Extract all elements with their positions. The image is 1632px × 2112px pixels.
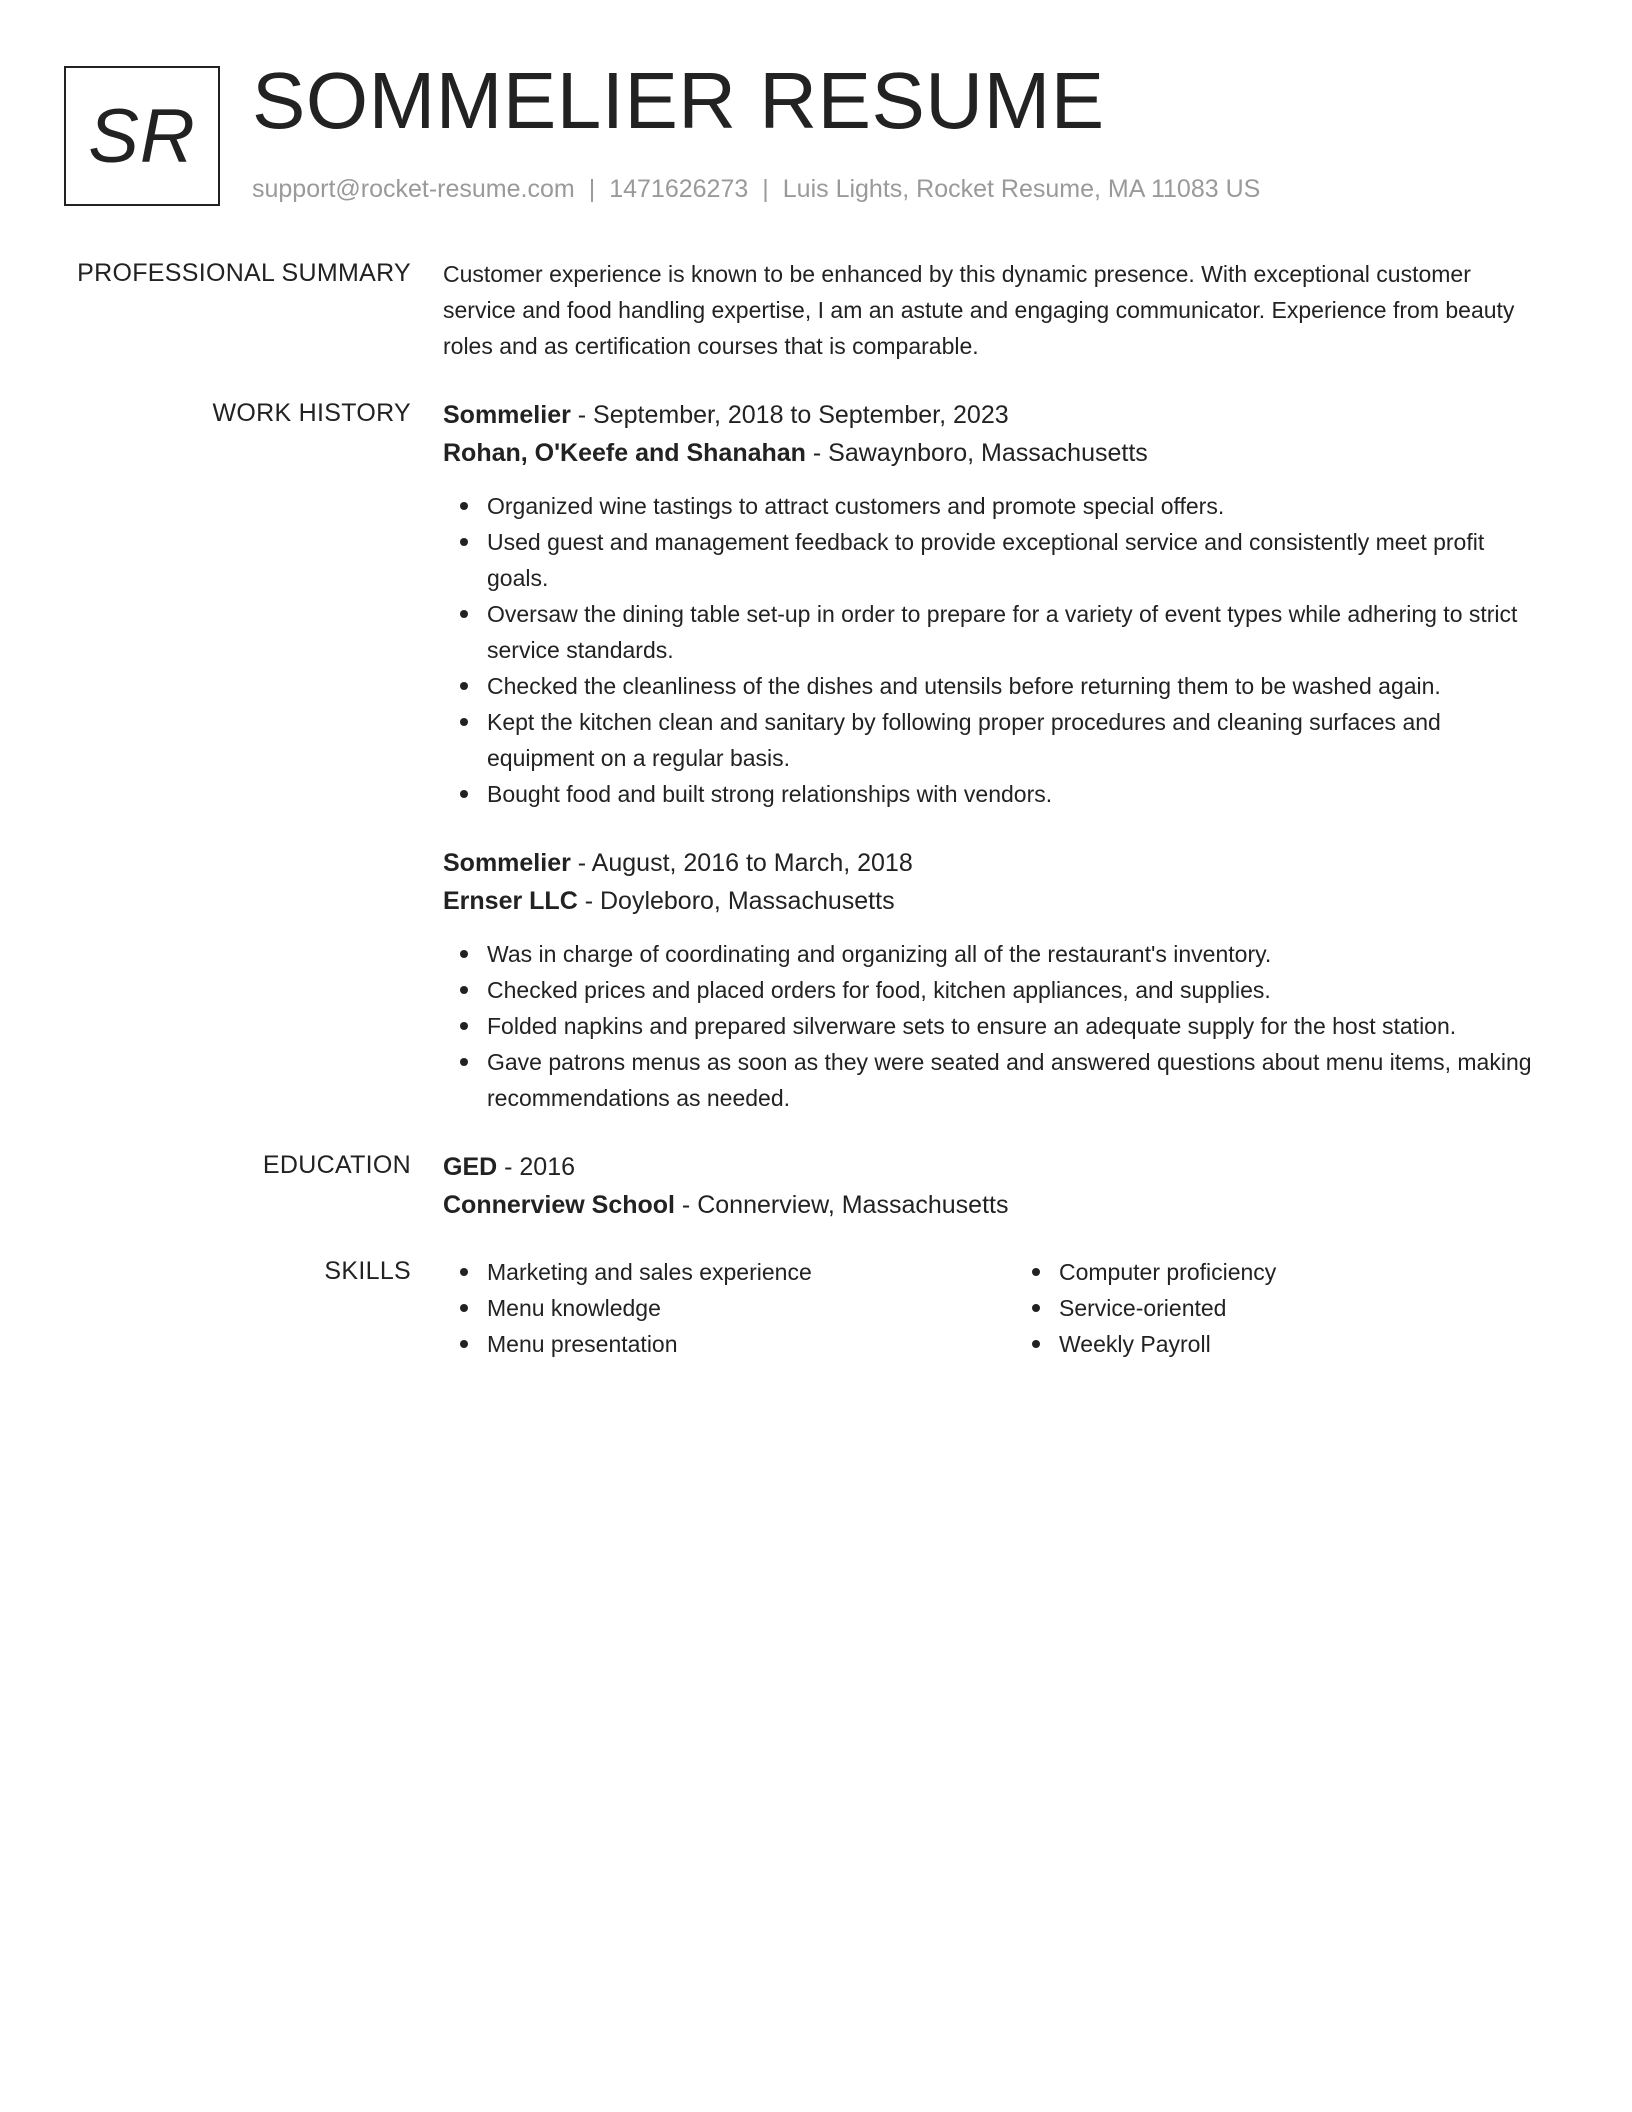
job-title-line	[443, 396, 1543, 434]
job-dates: - August, 2016 to March, 2018	[570, 849, 913, 877]
school-name: Connerview School	[443, 1191, 675, 1219]
job-company: Ernser LLC	[443, 887, 578, 915]
skills-heading: SKILLS	[324, 1257, 411, 1285]
job-entry	[443, 396, 1543, 812]
summary-body	[443, 256, 1543, 364]
list-item: Was in charge of coordinating and organizing all of the restaurant's inventory.	[487, 936, 1543, 972]
education-heading: EDUCATION	[262, 1151, 411, 1179]
school-location: - Connerview, Massachusetts	[674, 1191, 1009, 1219]
list-item: Bought food and built strong relationships with vendors.	[487, 776, 1543, 812]
job-title-line	[443, 844, 1543, 882]
job-dates: - September, 2018 to September, 2023	[570, 401, 1009, 429]
list-item: Menu knowledge	[487, 1290, 971, 1326]
degree-year: - 2016	[497, 1153, 576, 1181]
job-company-line	[443, 434, 1543, 472]
job-title: Sommelier	[443, 849, 571, 877]
skills-body	[443, 1254, 1543, 1362]
work-history-heading: WORK HISTORY	[212, 399, 411, 427]
skills-list-right	[1015, 1254, 1543, 1362]
job-company-line	[443, 882, 1543, 920]
job-location: - Doyleboro, Massachusetts	[577, 887, 895, 915]
contact-phone[interactable]: 1471626273	[609, 175, 749, 203]
work-history-body	[443, 396, 1543, 1116]
contact-email[interactable]: support@rocket-resume.com	[252, 175, 575, 203]
list-item: Computer proficiency	[1059, 1254, 1543, 1290]
skills-grid	[443, 1254, 1543, 1362]
summary-heading: PROFESSIONAL SUMMARY	[77, 259, 411, 287]
list-item: Menu presentation	[487, 1326, 971, 1362]
list-item: Marketing and sales experience	[487, 1254, 971, 1290]
job-company: Rohan, O'Keefe and Shanahan	[443, 439, 806, 467]
summary-text: Customer experience is known to be enhanced by this dynamic presence. With exceptional customer service and food handling expertise, I am an astute and engaging communicator. Experience from beauty roles and as certification courses that is comparable.	[443, 261, 1515, 359]
skills-list-left	[443, 1254, 971, 1362]
job-title: Sommelier	[443, 401, 571, 429]
job-location: - Sawaynboro, Massachusetts	[805, 439, 1148, 467]
list-item: Gave patrons menus as soon as they were seated and answered questions about menu items, making recommendations as needed.	[487, 1044, 1543, 1116]
list-item: Organized wine tastings to attract customers and promote special offers.	[487, 488, 1543, 524]
school-line	[443, 1186, 1543, 1224]
resume-title: SOMMELIER RESUME	[252, 56, 1105, 145]
degree: GED	[443, 1153, 498, 1181]
education-body	[443, 1148, 1543, 1224]
contact-address: Luis Lights, Rocket Resume, MA 11083 US	[782, 175, 1261, 203]
contact-separator: |	[588, 175, 596, 203]
monogram-badge: SR	[64, 66, 220, 206]
degree-line	[443, 1148, 1543, 1186]
list-item: Weekly Payroll	[1059, 1326, 1543, 1362]
list-item: Kept the kitchen clean and sanitary by following proper procedures and cleaning surfaces and equipment on a regular basis.	[487, 704, 1543, 776]
list-item: Used guest and management feedback to provide exceptional service and consistently meet profit goals.	[487, 524, 1543, 596]
contact-line	[252, 172, 1260, 206]
list-item: Oversaw the dining table set-up in order to prepare for a variety of event types while adhering to strict service standards.	[487, 596, 1543, 668]
job-duties-list	[443, 936, 1543, 1116]
list-item: Checked the cleanliness of the dishes and utensils before returning them to be washed again.	[487, 668, 1543, 704]
job-duties-list	[443, 488, 1543, 812]
contact-separator: |	[762, 175, 769, 203]
list-item: Folded napkins and prepared silverware sets to ensure an adequate supply for the host station.	[487, 1008, 1543, 1044]
job-entry	[443, 844, 1543, 1116]
list-item: Checked prices and placed orders for food, kitchen appliances, and supplies.	[487, 972, 1543, 1008]
list-item: Service-oriented	[1059, 1290, 1543, 1326]
